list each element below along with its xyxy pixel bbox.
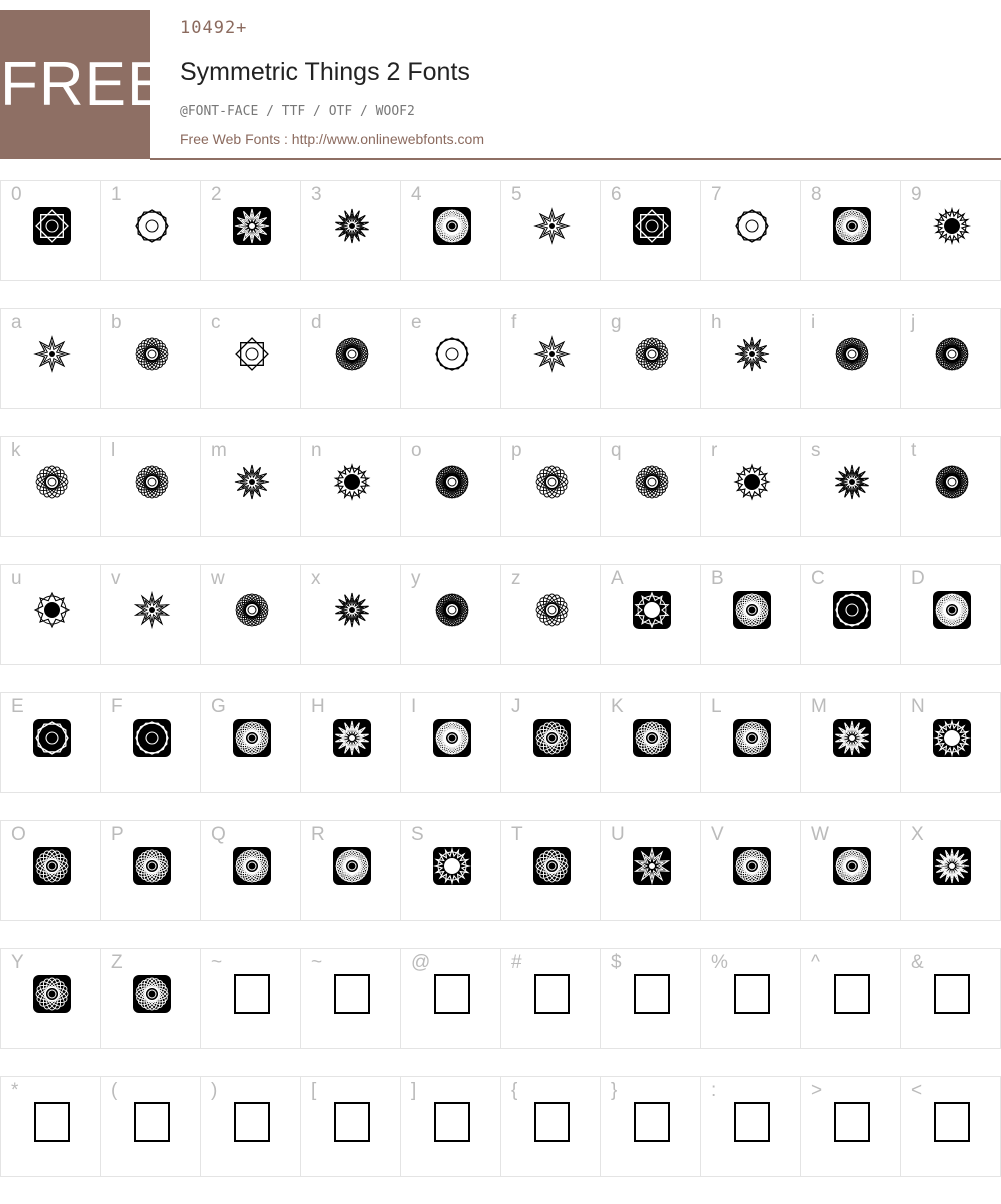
glyph-char-label: f (511, 312, 517, 333)
glyph-grid (0, 180, 1001, 1204)
glyph-cell[interactable] (0, 564, 101, 665)
glyph-char-label: { (511, 1080, 518, 1101)
credit-link[interactable]: Free Web Fonts : http://www.onlinewebfonts.com (180, 131, 484, 147)
rosette-rose-icon (631, 717, 673, 759)
glyph-cell[interactable] (0, 948, 101, 1049)
missing-glyph-box-icon (31, 1101, 73, 1143)
glyph-cell[interactable] (300, 692, 401, 793)
rosette-rose-icon (531, 461, 573, 503)
glyph-char-label: A (611, 568, 624, 589)
glyph-cell[interactable] (0, 180, 101, 281)
glyph-char-label: < (911, 1080, 923, 1101)
glyph-cell[interactable] (500, 820, 601, 921)
glyph-cell[interactable] (500, 692, 601, 793)
glyph-cell[interactable] (100, 948, 201, 1049)
header (0, 0, 1001, 160)
glyph-cell[interactable] (700, 436, 801, 537)
glyph-cell[interactable] (900, 1076, 1001, 1177)
rosette-dot-icon (331, 461, 373, 503)
missing-glyph-box-icon (531, 973, 573, 1015)
glyph-char-label: g (611, 312, 622, 333)
glyph-char-label: v (111, 568, 121, 589)
rosette-dot-icon (931, 205, 973, 247)
glyph-cell[interactable] (900, 180, 1001, 281)
glyph-cell[interactable] (800, 1076, 901, 1177)
rosette-poly-icon (831, 589, 873, 631)
glyph-char-label: z (511, 568, 521, 589)
glyph-char-label: Y (11, 952, 24, 973)
glyph-char-label: e (411, 312, 422, 333)
glyph-cell[interactable] (900, 436, 1001, 537)
glyph-char-label: k (11, 440, 21, 461)
glyph-char-label: O (11, 824, 26, 845)
glyph-cell[interactable] (900, 948, 1001, 1049)
glyph-char-label: Q (211, 824, 226, 845)
glyph-cell[interactable] (200, 692, 301, 793)
glyph-char-label: o (411, 440, 422, 461)
glyph-cell[interactable] (400, 564, 501, 665)
rosette-star-icon (931, 845, 973, 887)
glyph-char-label: 2 (211, 184, 222, 205)
glyph-cell[interactable] (300, 820, 401, 921)
glyph-cell[interactable] (400, 180, 501, 281)
free-badge: FREE (0, 10, 150, 159)
glyph-cell[interactable] (300, 180, 401, 281)
glyph-char-label: [ (311, 1080, 317, 1101)
rosette-poly-icon (731, 205, 773, 247)
glyph-cell[interactable] (800, 180, 901, 281)
rosette-dot-icon (431, 845, 473, 887)
rosette-rose-icon (331, 333, 373, 375)
rosette-rose-icon (231, 589, 273, 631)
rosette-poly-icon (131, 205, 173, 247)
glyph-char-label: w (211, 568, 225, 589)
glyph-char-label: ) (211, 1080, 218, 1101)
glyph-char-label: p (511, 440, 522, 461)
glyph-char-label: S (411, 824, 424, 845)
rosette-star-icon (831, 717, 873, 759)
rosette-poly-icon (431, 333, 473, 375)
missing-glyph-box-icon (431, 973, 473, 1015)
glyph-char-label: r (711, 440, 718, 461)
glyph-cell[interactable] (800, 948, 901, 1049)
glyph-cell[interactable] (600, 180, 701, 281)
glyph-cell[interactable] (100, 308, 201, 409)
glyph-cell[interactable] (0, 436, 101, 537)
glyph-cell[interactable] (500, 948, 601, 1049)
glyph-cell[interactable] (100, 1076, 201, 1177)
glyph-char-label: H (311, 696, 325, 717)
glyph-char-label: N (911, 696, 925, 717)
missing-glyph-box-icon (431, 1101, 473, 1143)
glyph-cell[interactable] (200, 564, 301, 665)
glyph-char-label: } (611, 1080, 618, 1101)
glyph-cell[interactable] (0, 692, 101, 793)
glyph-char-label: j (911, 312, 916, 333)
glyph-char-label: F (111, 696, 123, 717)
rosette-rose-icon (431, 717, 473, 759)
glyph-cell[interactable] (600, 692, 701, 793)
glyph-char-label: E (11, 696, 24, 717)
glyph-cell[interactable] (700, 1076, 801, 1177)
missing-glyph-box-icon (931, 973, 973, 1015)
glyph-char-label: 5 (511, 184, 522, 205)
glyph-char-label: L (711, 696, 722, 717)
missing-glyph-box-icon (631, 973, 673, 1015)
rosette-rose-icon (431, 589, 473, 631)
rosette-rose-icon (131, 845, 173, 887)
glyph-cell[interactable] (700, 564, 801, 665)
missing-glyph-box-icon (231, 1101, 273, 1143)
glyph-cell[interactable] (100, 564, 201, 665)
missing-glyph-box-icon (331, 1101, 373, 1143)
rosette-star-icon (131, 589, 173, 631)
glyph-char-label: b (111, 312, 122, 333)
glyph-cell[interactable] (200, 308, 301, 409)
rosette-rose-icon (231, 717, 273, 759)
glyph-cell[interactable] (300, 564, 401, 665)
glyph-cell[interactable] (700, 692, 801, 793)
glyph-cell[interactable] (0, 1076, 101, 1177)
missing-glyph-box-icon (331, 973, 373, 1015)
glyph-cell[interactable] (600, 564, 701, 665)
glyph-char-label: M (811, 696, 827, 717)
glyph-char-label: 6 (611, 184, 622, 205)
rosette-rose-icon (731, 589, 773, 631)
rosette-poly-icon (131, 717, 173, 759)
glyph-char-label: $ (611, 952, 622, 973)
glyph-cell[interactable] (400, 436, 501, 537)
glyph-char-label: G (211, 696, 226, 717)
missing-glyph-box-icon (731, 973, 773, 1015)
glyph-char-label: * (11, 1080, 19, 1101)
glyph-cell[interactable] (900, 820, 1001, 921)
glyph-char-label: & (911, 952, 924, 973)
glyph-cell[interactable] (900, 308, 1001, 409)
rosette-poly-icon (231, 333, 273, 375)
glyph-char-label: U (611, 824, 625, 845)
missing-glyph-box-icon (531, 1101, 573, 1143)
rosette-rose-icon (131, 461, 173, 503)
glyph-cell[interactable] (100, 820, 201, 921)
glyph-cell[interactable] (900, 692, 1001, 793)
glyph-cell[interactable] (200, 180, 301, 281)
glyph-cell[interactable] (400, 308, 501, 409)
glyph-cell[interactable] (700, 948, 801, 1049)
glyph-cell[interactable] (500, 308, 601, 409)
glyph-char-label: K (611, 696, 624, 717)
glyph-char-label: # (511, 952, 522, 973)
glyph-cell[interactable] (100, 180, 201, 281)
glyph-row (0, 948, 1001, 1048)
missing-glyph-box-icon (631, 1101, 673, 1143)
rosette-rose-icon (31, 461, 73, 503)
glyph-cell[interactable] (800, 692, 901, 793)
glyph-cell[interactable] (200, 948, 301, 1049)
missing-glyph-box-icon (231, 973, 273, 1015)
glyph-char-label: T (511, 824, 523, 845)
glyph-char-label: ~ (311, 952, 323, 973)
glyph-cell[interactable] (400, 692, 501, 793)
rosette-rose-icon (931, 461, 973, 503)
glyph-cell[interactable] (600, 948, 701, 1049)
glyph-char-label: t (911, 440, 917, 461)
rosette-rose-icon (131, 333, 173, 375)
rosette-star-icon (631, 845, 673, 887)
rosette-star-icon (331, 589, 373, 631)
glyph-char-label: > (811, 1080, 823, 1101)
rosette-star-icon (531, 333, 573, 375)
glyph-cell[interactable] (700, 180, 801, 281)
glyph-char-label: D (911, 568, 925, 589)
glyph-cell[interactable] (200, 1076, 301, 1177)
rosette-rose-icon (631, 461, 673, 503)
glyph-char-label: i (811, 312, 816, 333)
glyph-char-label: R (311, 824, 325, 845)
glyph-char-label: s (811, 440, 821, 461)
glyph-row (0, 820, 1001, 920)
glyph-row (0, 692, 1001, 792)
rosette-star-icon (31, 333, 73, 375)
rosette-rose-icon (131, 973, 173, 1015)
rosette-dot-icon (31, 589, 73, 631)
glyph-char-label: Z (111, 952, 123, 973)
missing-glyph-box-icon (731, 1101, 773, 1143)
rosette-rose-icon (831, 845, 873, 887)
glyph-cell[interactable] (300, 1076, 401, 1177)
glyph-char-label: B (711, 568, 724, 589)
glyph-cell[interactable] (600, 436, 701, 537)
format-list[interactable]: @FONT-FACE / TTF / OTF / WOOF2 (180, 104, 415, 119)
glyph-char-label: c (211, 312, 221, 333)
glyph-cell[interactable] (800, 820, 901, 921)
glyph-char-label: J (511, 696, 521, 717)
rosette-rose-icon (931, 333, 973, 375)
glyph-row (0, 308, 1001, 408)
missing-glyph-box-icon (931, 1101, 973, 1143)
rosette-rose-icon (831, 205, 873, 247)
rosette-rose-icon (531, 717, 573, 759)
rosette-rose-icon (431, 461, 473, 503)
glyph-char-label: n (311, 440, 322, 461)
rosette-rose-icon (631, 333, 673, 375)
glyph-char-label: I (411, 696, 417, 717)
glyph-cell[interactable] (100, 692, 201, 793)
glyph-cell[interactable] (300, 308, 401, 409)
rosette-star-icon (331, 717, 373, 759)
glyph-char-label: ( (111, 1080, 118, 1101)
rosette-rose-icon (931, 589, 973, 631)
glyph-row (0, 436, 1001, 536)
glyph-cell[interactable] (700, 820, 801, 921)
missing-glyph-box-icon (831, 1101, 873, 1143)
glyph-char-label: 1 (111, 184, 122, 205)
glyph-char-label: q (611, 440, 622, 461)
rosette-poly-icon (31, 717, 73, 759)
glyph-cell[interactable] (200, 436, 301, 537)
glyph-cell[interactable] (400, 948, 501, 1049)
glyph-cell[interactable] (400, 820, 501, 921)
glyph-char-label: 4 (411, 184, 422, 205)
glyph-cell[interactable] (500, 1076, 601, 1177)
rosette-dot-icon (631, 589, 673, 631)
glyph-char-label: h (711, 312, 722, 333)
glyph-char-label: u (11, 568, 22, 589)
glyph-cell[interactable] (500, 436, 601, 537)
missing-glyph-box-icon (131, 1101, 173, 1143)
glyph-char-label: 7 (711, 184, 722, 205)
glyph-char-label: a (11, 312, 22, 333)
glyph-row (0, 1076, 1001, 1176)
glyph-char-label: @ (411, 952, 431, 973)
rosette-rose-icon (831, 333, 873, 375)
glyph-char-label: ~ (211, 952, 223, 973)
glyph-cell[interactable] (800, 436, 901, 537)
rosette-rose-icon (231, 845, 273, 887)
rosette-dot-icon (931, 717, 973, 759)
glyph-cell[interactable] (300, 436, 401, 537)
glyph-row (0, 564, 1001, 664)
glyph-cell[interactable] (400, 1076, 501, 1177)
rosette-rose-icon (731, 717, 773, 759)
glyph-char-label: x (311, 568, 321, 589)
rosette-star-icon (831, 461, 873, 503)
glyph-cell[interactable] (300, 948, 401, 1049)
glyph-cell[interactable] (600, 1076, 701, 1177)
glyph-char-label: l (111, 440, 116, 461)
rosette-star-icon (231, 461, 273, 503)
glyph-char-label: 3 (311, 184, 322, 205)
glyph-cell[interactable] (500, 180, 601, 281)
glyph-cell[interactable] (500, 564, 601, 665)
rosette-star-icon (231, 205, 273, 247)
rosette-star-icon (731, 333, 773, 375)
glyph-char-label: 9 (911, 184, 922, 205)
glyph-cell[interactable] (200, 820, 301, 921)
glyph-cell[interactable] (800, 564, 901, 665)
rosette-star-icon (531, 205, 573, 247)
rosette-rose-icon (531, 845, 573, 887)
glyph-char-label: d (311, 312, 322, 333)
glyph-cell[interactable] (0, 820, 101, 921)
glyph-cell[interactable] (600, 308, 701, 409)
glyph-char-label: 0 (11, 184, 22, 205)
glyph-char-label: % (711, 952, 728, 973)
rosette-poly-icon (31, 205, 73, 247)
glyph-char-label: ^ (811, 952, 820, 973)
header-divider (150, 158, 1001, 160)
glyph-cell[interactable] (900, 564, 1001, 665)
page-title: Symmetric Things 2 Fonts (180, 58, 470, 86)
glyph-cell[interactable] (100, 436, 201, 537)
glyph-char-label: m (211, 440, 227, 461)
rosette-rose-icon (31, 845, 73, 887)
glyph-char-label: : (711, 1080, 717, 1101)
rosette-poly-icon (631, 205, 673, 247)
glyph-cell[interactable] (600, 820, 701, 921)
glyph-cell[interactable] (700, 308, 801, 409)
glyph-char-label: V (711, 824, 724, 845)
download-count: 10492+ (180, 18, 248, 38)
glyph-char-label: P (111, 824, 124, 845)
glyph-row (0, 180, 1001, 280)
glyph-char-label: 8 (811, 184, 822, 205)
glyph-char-label: ] (411, 1080, 417, 1101)
rosette-rose-icon (431, 205, 473, 247)
rosette-rose-icon (331, 845, 373, 887)
missing-glyph-box-icon (831, 973, 873, 1015)
rosette-rose-icon (531, 589, 573, 631)
glyph-cell[interactable] (0, 308, 101, 409)
rosette-rose-icon (31, 973, 73, 1015)
glyph-char-label: X (911, 824, 924, 845)
rosette-star-icon (331, 205, 373, 247)
rosette-rose-icon (731, 845, 773, 887)
glyph-cell[interactable] (800, 308, 901, 409)
rosette-dot-icon (731, 461, 773, 503)
glyph-char-label: W (811, 824, 829, 845)
glyph-char-label: C (811, 568, 825, 589)
glyph-char-label: y (411, 568, 421, 589)
